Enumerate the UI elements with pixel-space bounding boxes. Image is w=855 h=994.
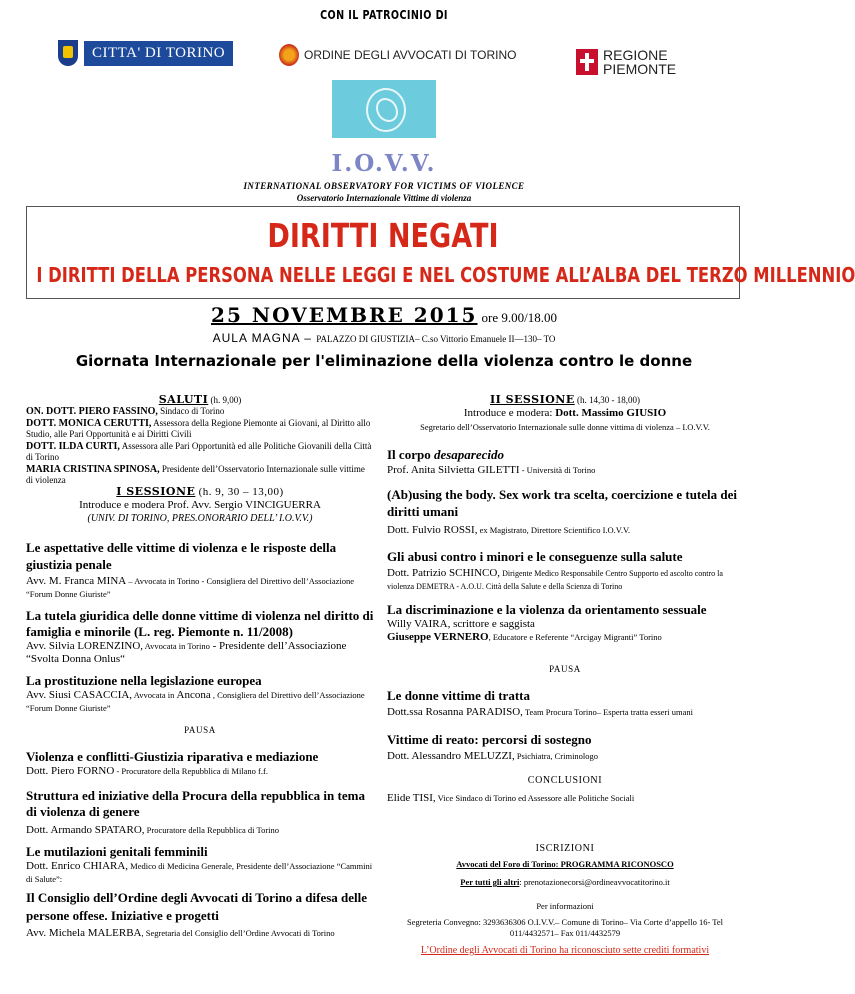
left-talk-1 bbox=[26, 539, 374, 601]
talk-speaker: Dott. Patrizio SCHINCO, Dirigente Medico Responsabile Centro Supporto ed ascolto contro la violenza DEMETRA - A.O.U. Città della Salute e della Scienza di Torino bbox=[387, 567, 723, 591]
saluti-header: SALUTI (h. 9,00) bbox=[158, 393, 242, 406]
session1-affil: (UNIV. DI TORINO, PRES.ONORARIO DELL’ I.O.V.V.) bbox=[87, 513, 313, 524]
venue-hall: AULA MAGNA – bbox=[212, 331, 317, 345]
patronage-header: CON IL PATROCINIO DI bbox=[320, 8, 448, 22]
regione-piemonte-logo bbox=[576, 48, 676, 76]
talk-title: Il corpo desaparecido bbox=[387, 447, 504, 462]
talk-speaker: Dott.ssa Rosanna PARADISO, Team Procura Torino– Esperta tratta esseri umani bbox=[387, 706, 693, 718]
talk-title: Le mutilazioni genitali femminili bbox=[26, 844, 208, 859]
iscrizioni-label: ISCRIZIONI bbox=[535, 843, 595, 854]
talk-title: La prostituzione nella legislazione europea bbox=[26, 673, 262, 688]
event-day: 25 NOVEMBRE 2015 bbox=[211, 303, 478, 327]
ordine-avvocati-logo bbox=[279, 44, 516, 66]
talk-title: (Ab)using the body. Sex work tra scelta, coercizione e tutela dei diritti umani bbox=[387, 487, 737, 519]
iovv-logo-image bbox=[332, 80, 436, 138]
conclusioni-speaker: Elide TISI, Vice Sindaco di Torino ed Assessore alle Politiche Sociali bbox=[387, 792, 635, 804]
session1-moderator: Introduce e modera Prof. Avv. Sergio VINCIGUERRA bbox=[79, 499, 321, 511]
ordine-logo-text: ORDINE DEGLI AVVOCATI DI TORINO bbox=[304, 48, 517, 62]
left-talk-6 bbox=[26, 843, 374, 886]
event-title: DIRITTI NEGATI bbox=[267, 216, 499, 255]
session1-header: I SESSIONE (h. 9, 30 – 13,00) Introduce e modera Prof. Avv. Sergio VINCIGUERRA (UNIV. DI TORINO, PRES.ONORARIO DELL’ I.O.V.V.) bbox=[26, 485, 374, 526]
citta-torino-logo bbox=[58, 40, 233, 66]
greeting-item: MARIA CRISTINA SPINOSA, Presidente dell’Osservatorio Internazionale sulle vittime di violenza bbox=[26, 464, 365, 485]
right-talk-2 bbox=[387, 486, 743, 537]
crediti-note: L’Ordine degli Avvocati di Torino ha riconosciuto sette crediti formativi bbox=[420, 945, 710, 956]
info-contacts: Segreteria Convegno: 3293636306 O.I.V.V.– Comune di Torino– Via Corte d’appello 16- Tel 011/4432571– Fax 011/4432579 bbox=[407, 917, 723, 938]
talk-speaker: Avv. Siusi CASACCIA, Avvocata in Ancona , Consigliera del Direttivo dell’Associazione “Forum Donne Giuriste” bbox=[26, 689, 365, 713]
right-pausa: PAUSA bbox=[549, 664, 581, 674]
org-acronym: I.O.V.V. bbox=[331, 150, 437, 177]
talk-speaker: Dott. Armando SPATARO, Procuratore della Repubblica di Torino bbox=[26, 824, 280, 836]
torino-shield-icon bbox=[58, 40, 78, 66]
talk-speaker: Dott. Alessandro MELUZZI, Psichiatra, Criminologo bbox=[387, 750, 599, 762]
left-talk-4 bbox=[26, 748, 374, 778]
iscrizioni-email[interactable]: : prenotazionecorsi@ordineavvocatitorino.it bbox=[519, 877, 670, 887]
regione-line2: PIEMONTE bbox=[603, 61, 677, 77]
talk-speaker: Dott. Fulvio ROSSI, ex Magistrato, Direttore Scientifico I.O.V.V. bbox=[387, 524, 631, 536]
session2-header: II SESSIONE (h. 14,30 - 18,00) Introduce e modera: Dott. Massimo GIUSIO Segretario dell’Osservatorio Internazionale sulle donne vittima di violenza – I.O.V.V. bbox=[387, 393, 743, 434]
session2-affil: Segretario dell’Osservatorio Internazionale sulle donne vittima di violenza – I.O.V.V. bbox=[420, 422, 710, 432]
event-subtitle: I DIRITTI DELLA PERSONA NELLE LEGGI E NEL COSTUME ALL’ALBA DEL TERZO MILLENNIO bbox=[36, 263, 855, 287]
left-pausa: PAUSA bbox=[184, 725, 216, 735]
talk-title: Le aspettative delle vittime di violenza e le risposte della giustizia penale bbox=[26, 540, 337, 572]
iscrizioni-altri bbox=[387, 877, 743, 887]
ordine-emblem-icon bbox=[279, 44, 299, 66]
talk-title: Violenza e conflitti-Giustizia riparativa e mediazione bbox=[26, 749, 319, 764]
regione-line1: REGIONE bbox=[603, 47, 668, 63]
talk-speaker: Avv. Silvia LORENZINO, Avvocata in Torino - Presidente dell’Associazione “Svolta Donna Onlus“ bbox=[26, 640, 347, 665]
talk-title: Il Consiglio dell’Ordine degli Avvocati di Torino a difesa delle persone offese. Iniziative e progetti bbox=[26, 890, 368, 923]
event-venue bbox=[0, 331, 768, 345]
talk-title: La tutela giuridica delle donne vittime di violenza nel diritto di famiglia e minorile (L. reg. Piemonte n. 11/2008) bbox=[26, 608, 374, 639]
right-talk-1 bbox=[387, 446, 743, 477]
torino-logo-text: CITTA' DI TORINO bbox=[84, 41, 233, 66]
right-talk-5 bbox=[387, 687, 743, 719]
left-talk-2 bbox=[26, 608, 374, 666]
right-talk-3 bbox=[387, 548, 743, 593]
left-talk-3 bbox=[26, 672, 374, 715]
venue-palace: PALAZZO DI GIUSTIZIA– C.so Vittorio Emanuele II—130– TO bbox=[316, 334, 556, 344]
butterfly-icon bbox=[366, 88, 406, 132]
talk-speaker: Avv. M. Franca MINA – Avvocata in Torino - Consigliera del Direttivo dell’Associazione “Forum Donne Giuriste” bbox=[26, 575, 355, 599]
iscrizioni-foro-link[interactable]: Avvocati del Foro di Torino: PROGRAMMA RICONOSCO bbox=[456, 859, 674, 869]
greeting-item: DOTT. MONICA CERUTTI, Assessora della Regione Piemonte ai Giovani, al Diritto allo Studio, alle Pari Opportunità e ai Diritti Civili bbox=[26, 418, 371, 439]
greeting-item: DOTT. ILDA CURTI, Assessora alle Pari Opportunità ed alle Politiche Giovanili della Città di Torino bbox=[26, 441, 372, 462]
event-date bbox=[0, 303, 768, 327]
iscrizioni-section bbox=[387, 843, 743, 956]
left-talk-7 bbox=[26, 889, 374, 940]
talk-title: Le donne vittime di tratta bbox=[387, 688, 530, 703]
talk-speaker: Avv. Michela MALERBA, Segretaria del Consiglio dell’Ordine Avvocati di Torino bbox=[26, 927, 335, 939]
iscrizioni-altri-label: Per tutti gli altri bbox=[460, 877, 520, 887]
talk-speaker: Prof. Anita Silvietta GILETTI - Università di Torino bbox=[387, 464, 596, 476]
day-title: Giornata Internazionale per l'eliminazione della violenza contro le donne bbox=[75, 352, 693, 370]
event-time: ore 9.00/18.00 bbox=[481, 310, 557, 325]
org-name-it: Osservatorio Internazionale Vittime di violenza bbox=[296, 193, 472, 203]
greeting-item: ON. DOTT. PIERO FASSINO, Sindaco di Torino bbox=[26, 406, 225, 417]
saluti-section bbox=[26, 393, 374, 406]
talk-speaker: Dott. Enrico CHIARA, Medico di Medicina Generale, Presidente dell’Associazione “Cammini di Salute”: bbox=[26, 860, 373, 884]
conclusioni-section bbox=[387, 775, 743, 805]
greetings-list bbox=[26, 406, 374, 486]
talk-speaker-1: Willy VAIRA, scrittore e saggista bbox=[387, 618, 535, 630]
talk-title: Gli abusi contro i minori e le conseguenze sulla salute bbox=[387, 549, 683, 564]
conclusioni-label: CONCLUSIONI bbox=[527, 775, 603, 786]
talk-speaker: Dott. Piero FORNO - Procuratore della Repubblica di Milano f.f. bbox=[26, 765, 268, 777]
talk-speaker-2: Giuseppe VERNERO, Educatore e Referente “Arcigay Migranti” Torino bbox=[387, 631, 662, 643]
right-talk-6 bbox=[387, 731, 743, 763]
right-talk-4 bbox=[387, 601, 743, 644]
talk-title: La discriminazione e la violenza da orientamento sessuale bbox=[387, 602, 707, 617]
session2-moderator: Introduce e modera: Dott. Massimo GIUSIO bbox=[463, 407, 667, 419]
org-name-en: INTERNATIONAL OBSERVATORY FOR VICTIMS OF VIOLENCE bbox=[243, 181, 525, 191]
regione-flag-icon bbox=[576, 49, 598, 75]
talk-title: Struttura ed iniziative della Procura della repubblica in tema di violenza di genere bbox=[26, 788, 365, 819]
talk-title: Vittime di reato: percorsi di sostegno bbox=[387, 732, 592, 747]
info-label: Per informazioni bbox=[536, 901, 594, 911]
left-talk-5 bbox=[26, 788, 374, 837]
